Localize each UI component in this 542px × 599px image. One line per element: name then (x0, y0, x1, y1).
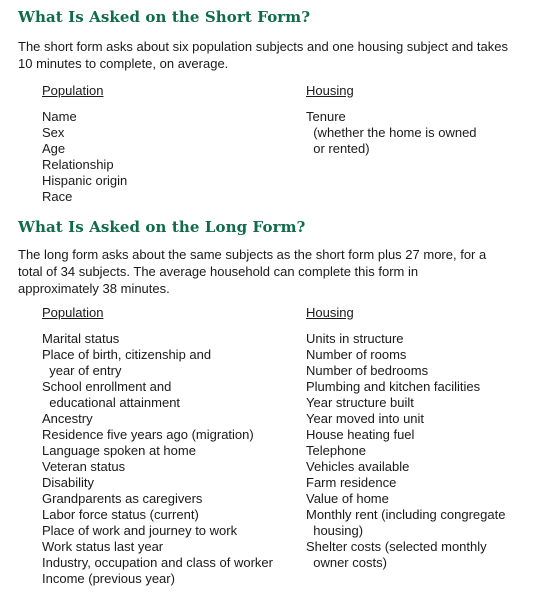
list-item: Age (42, 141, 66, 156)
list-item: Income (previous year) (42, 571, 175, 586)
list-item: Relationship (42, 157, 114, 172)
long-form-intro: The long form asks about the same subjects as the short form plus 27 more, for a total of 34 subjects. The average household can complete this form in approximately 38 minutes. (18, 247, 487, 296)
list-item: housing) (306, 523, 364, 538)
long-form-heading: What Is Asked on the Long Form? (18, 218, 306, 236)
list-item: Name (42, 109, 77, 124)
short-form-housing-list (306, 109, 477, 157)
short-form-intro: The short form asks about six population subjects and one housing subject and takes 10 minutes to complete, on average. (18, 39, 508, 71)
list-item: Farm residence (306, 475, 397, 490)
list-item: Year structure built (306, 395, 414, 410)
list-item: Plumbing and kitchen facilities (306, 379, 481, 394)
list-item: year of entry (42, 363, 122, 378)
list-item: Year moved into unit (306, 411, 425, 426)
list-item: Hispanic origin (42, 173, 128, 188)
long-form-population-list (42, 331, 273, 587)
list-item: Value of home (306, 491, 389, 506)
list-item: or rented) (306, 141, 370, 156)
long-form-housing-header: Housing (306, 305, 354, 320)
short-form-population-list (42, 109, 127, 205)
list-item: Race (42, 189, 73, 204)
list-item: Tenure (306, 109, 346, 124)
list-item: Grandparents as caregivers (42, 491, 203, 506)
long-form-population-column (42, 305, 273, 587)
list-item: educational attainment (42, 395, 181, 410)
list-item: owner costs) (306, 555, 387, 570)
long-form-housing-column (306, 305, 505, 571)
list-item: Disability (42, 475, 95, 490)
list-item: School enrollment and (42, 379, 172, 394)
list-item: Sex (42, 125, 65, 140)
list-item: Monthly rent (including congregate (306, 507, 506, 522)
list-item: Place of work and journey to work (42, 523, 238, 538)
long-form-housing-list (306, 331, 505, 571)
short-form-housing-header: Housing (306, 83, 354, 98)
list-item: Industry, occupation and class of worker (42, 555, 273, 570)
list-item: Number of rooms (306, 347, 407, 362)
short-form-population-header: Population (42, 83, 104, 98)
list-item: Residence five years ago (migration) (42, 427, 254, 442)
list-item: Ancestry (42, 411, 93, 426)
list-item: (whether the home is owned (306, 125, 477, 140)
list-item: Marital status (42, 331, 120, 346)
list-item: House heating fuel (306, 427, 415, 442)
list-item: Telephone (306, 443, 366, 458)
list-item: Work status last year (42, 539, 164, 554)
list-item: Vehicles available (306, 459, 410, 474)
short-form-population-column (42, 83, 127, 205)
list-item: Units in structure (306, 331, 404, 346)
list-item: Number of bedrooms (306, 363, 429, 378)
short-form-heading: What Is Asked on the Short Form? (18, 8, 311, 26)
list-item: Veteran status (42, 459, 126, 474)
list-item: Place of birth, citizenship and (42, 347, 212, 362)
long-form-population-header: Population (42, 305, 104, 320)
list-item: Language spoken at home (42, 443, 196, 458)
short-form-housing-column (306, 83, 477, 157)
list-item: Labor force status (current) (42, 507, 199, 522)
list-item: Shelter costs (selected monthly (306, 539, 487, 554)
